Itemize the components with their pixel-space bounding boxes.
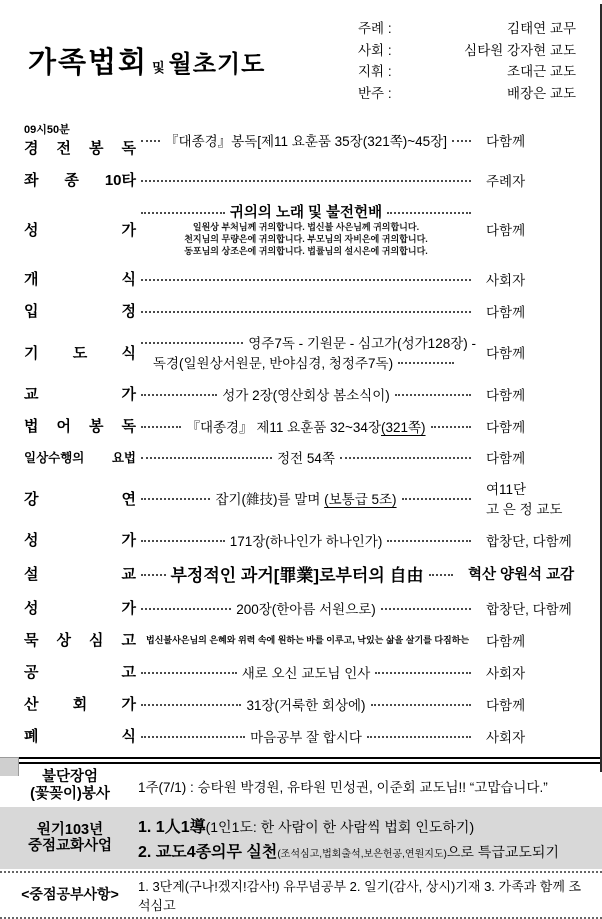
item-label: 좌 종 10타 <box>24 172 136 190</box>
officiant-role: 사회 : <box>358 42 392 58</box>
officiant-row <box>358 83 576 105</box>
item-performer: 다함께 <box>486 419 526 435</box>
program-row-meditative-entry <box>0 300 602 321</box>
dot-leader <box>387 210 471 214</box>
dot-leader <box>141 670 237 674</box>
officiant-role: 주례 : <box>358 21 392 36</box>
item-content: 마음공부 잘 합시다 <box>250 729 362 745</box>
item-label: 개 식 <box>24 271 136 289</box>
item-label: 성 가 <box>24 532 136 550</box>
item-content: 171장(하나인가 하나인가) <box>229 533 383 549</box>
double-divider <box>0 757 602 764</box>
program-row-lecture <box>0 478 602 518</box>
item-content: 31장(거룩한 회상에) <box>246 697 366 713</box>
item-content: 200장(한아름 서원으로) <box>236 601 376 617</box>
page-ref-underlined: (321쪽) <box>380 419 426 435</box>
item-performer: 다함께 <box>486 346 526 362</box>
item-label: 묵 상 심 고 <box>24 632 136 650</box>
program-row-anthem <box>0 383 602 404</box>
program-row-bell <box>0 169 602 190</box>
lecture-title: 잡기(雜技)를 말며 <box>215 492 325 508</box>
flower-service-label2: (꽃꽂이)봉사 <box>30 785 110 802</box>
scan-corner-artifact <box>0 757 19 776</box>
item-content: 새로 오신 교도님 인사 <box>241 665 371 681</box>
dot-leader <box>371 702 471 706</box>
flower-service-row <box>0 764 602 806</box>
page-title <box>28 40 265 104</box>
officiant-row <box>358 18 576 40</box>
item-performer: 다함께 <box>486 697 526 713</box>
program-row-prayer-ceremony <box>0 332 602 372</box>
dot-leader <box>395 392 471 396</box>
dot-leader <box>429 572 454 576</box>
item-content: 『대종경』봉독[제11 요훈품 35장(321쪽)~45장] <box>165 133 447 149</box>
study-focus-label: <중점공부사항> <box>21 886 119 903</box>
item-content: 영주7독 - 기원문 - 심고가(성가128장) - <box>248 336 476 352</box>
title-main: 가족법회 <box>28 47 149 79</box>
dot-leader <box>141 538 225 542</box>
header <box>0 0 602 106</box>
officiant-row <box>358 61 576 83</box>
performer-unit: 여11단 <box>486 482 527 498</box>
item-label: 공 고 <box>24 664 136 682</box>
program-row-hymn-171 <box>0 529 602 550</box>
mission-item-2-small: (조석심고,법회출석,보은헌공,연원지도) <box>277 848 447 860</box>
officiant-name: 심타원 강자현 교도 <box>464 42 576 58</box>
item-performer: 사회자 <box>486 665 526 681</box>
item-content: 성가 2장(영산회상 봄소식이) <box>222 387 390 403</box>
mission-item-1 <box>138 814 592 837</box>
mission-label-year: 원기103년 <box>36 821 104 838</box>
dot-leader <box>141 496 210 500</box>
item-label: 법 어 봉 독 <box>24 418 136 436</box>
dot-leader <box>431 424 471 428</box>
item-label: 산 회 가 <box>24 696 136 714</box>
dot-leader <box>340 455 471 459</box>
dot-leader <box>398 360 454 364</box>
mission-item-2-rest: 으로 특급교도되기 <box>446 843 559 860</box>
study-focus-row <box>0 871 602 919</box>
program-row-closing <box>0 725 602 746</box>
dot-leader <box>452 138 471 142</box>
dot-leader <box>141 455 272 459</box>
item-performer: 합창단, 다함께 <box>486 533 572 549</box>
dot-leader <box>141 572 166 576</box>
mission-row <box>0 807 602 869</box>
item-performer: 다함께 <box>486 387 526 403</box>
reading-text: 『대종경』 제11 요훈품 32~34장 <box>186 419 381 435</box>
dot-leader <box>387 538 471 542</box>
program-row-opening <box>0 268 602 289</box>
dot-leader <box>141 702 241 706</box>
program-row-hymn-200 <box>0 597 602 618</box>
item-label: 성 가 <box>24 221 136 239</box>
item-label: 기 도 식 <box>24 344 136 362</box>
item-performer: 다함께 <box>486 633 526 649</box>
title-sub: 월초기도 <box>168 51 266 78</box>
study-focus-content: 1. 3단계(구나!겠지!감사!) 유무념공부 2. 일기(감사, 상시)기재 3. 가족과 함께 조석심고 <box>138 878 582 913</box>
refuge-verse-line: 천지님의 무량은에 귀의합니다. 부모님의 자비은에 귀의합니다. <box>184 234 428 245</box>
item-label: 교 가 <box>24 386 136 404</box>
officiant-name: 조대근 교도 <box>507 64 576 80</box>
dot-leader <box>141 734 245 738</box>
program-row-announcement <box>0 661 602 682</box>
item-performer: 사회자 <box>486 272 526 288</box>
item-label: 입 정 <box>24 303 136 321</box>
officiants-list <box>358 18 576 104</box>
mission-item-1-strong: 1. 1人1導 <box>138 818 206 836</box>
refuge-verse-line: 일원상 부처님께 귀의합니다. 법신불 사은님께 귀의합니다. <box>192 222 420 233</box>
item-performer: 합창단, 다함께 <box>486 601 572 617</box>
item-content: 독경(일원상서원문, 반야심경, 청정주7독) <box>152 356 394 372</box>
program-list <box>0 106 602 746</box>
item-performer: 다함께 <box>486 223 526 239</box>
item-performer: 사회자 <box>486 729 526 745</box>
dot-leader <box>367 734 471 738</box>
program-row-scripture-reading <box>0 121 602 158</box>
item-label: 경 전 봉 독 <box>24 140 136 158</box>
flower-service-label: 불단장엄 <box>41 769 99 786</box>
dot-leader <box>381 606 471 610</box>
officiant-name: 배장은 교도 <box>507 85 576 101</box>
dot-leader <box>141 424 181 428</box>
flower-service-content: 1주(7/1) : 승타원 박경원, 유타원 민성권, 이준회 교도님!! “고맙습니다.” <box>138 779 548 795</box>
item-label: 성 가 <box>24 600 136 618</box>
dot-leader <box>402 496 471 500</box>
sermon-title: 부정적인 과거[罪業]로부터의 自由 <box>170 566 424 586</box>
officiant-role: 반주 : <box>358 85 392 101</box>
item-performer <box>476 478 586 518</box>
item-label: 일상수행의 요법 <box>24 451 136 466</box>
program-row-dharma-reading <box>0 415 602 436</box>
mission-label-name: 중점교화사업 <box>27 837 113 854</box>
dot-leader <box>141 309 471 313</box>
lecture-grade-underlined: (보통급 5조) <box>324 492 397 508</box>
item-performer: 혁산 양원석 교감 <box>468 567 575 584</box>
officiant-role: 지휘 : <box>358 64 392 80</box>
item-performer: 다함께 <box>486 304 526 320</box>
item-label: 강 연 <box>24 490 136 508</box>
dot-leader <box>141 392 217 396</box>
item-performer: 다함께 <box>486 133 526 149</box>
item-label: 폐 식 <box>24 728 136 746</box>
program-row-hymn-refuge <box>0 201 602 257</box>
program-row-closing-hymn <box>0 693 602 714</box>
dot-leader <box>141 340 243 344</box>
item-content <box>186 416 425 436</box>
dot-leader <box>141 606 231 610</box>
item-content: 정전 54쪽 <box>277 451 335 467</box>
officiant-row <box>358 40 576 62</box>
dot-leader <box>141 178 471 182</box>
item-content <box>215 488 396 508</box>
program-row-daily-practice <box>0 447 602 467</box>
program-row-silent-prayer <box>0 629 602 650</box>
mission-item-2-strong: 2. 교도4종의무 실천 <box>138 843 278 861</box>
item-performer: 주례자 <box>486 173 526 189</box>
hymn-heading: 귀의의 노래 및 불전헌배 <box>229 205 383 222</box>
dot-leader <box>141 277 471 281</box>
item-label: 설 교 <box>24 566 136 584</box>
mission-item-2 <box>138 839 592 862</box>
dot-leader <box>141 210 225 214</box>
dot-leader <box>375 670 471 674</box>
mission-item-1-rest: (1인1도: 한 사람이 한 사람씩 법회 인도하기) <box>205 818 475 835</box>
title-conjunction: 및 <box>152 60 165 75</box>
officiant-name: 김태연 교무 <box>507 21 576 36</box>
item-content: 법신불사은님의 은혜와 위력 속에 원하는 바를 이루고, 낙있는 삶을 살기를 다짐하는 <box>146 635 470 646</box>
performer-name: 고 은 정 교도 <box>486 502 563 518</box>
program-row-sermon <box>0 561 602 586</box>
dot-leader <box>141 138 160 142</box>
item-performer: 다함께 <box>486 451 526 467</box>
refuge-verse-line: 동포님의 상조은에 귀의합니다. 법률님의 설시은에 귀의합니다. <box>184 245 428 256</box>
time-note: 09시50분 <box>24 124 70 137</box>
